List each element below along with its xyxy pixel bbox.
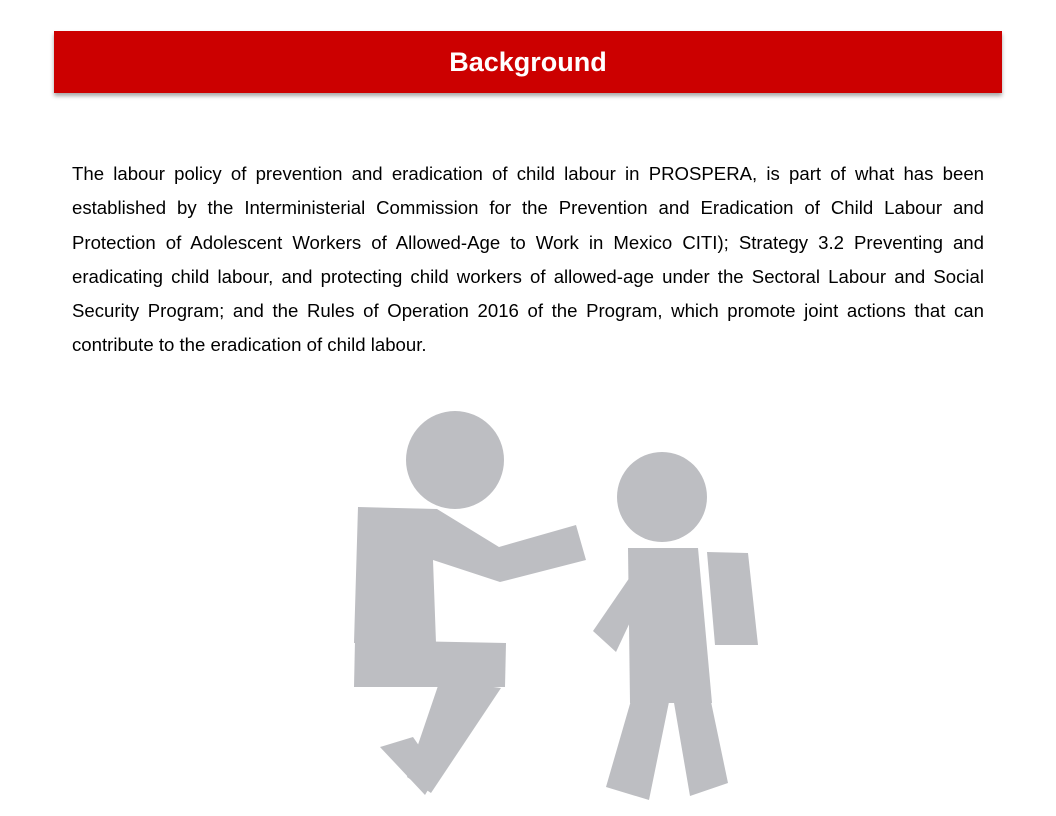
child-torso <box>628 548 712 703</box>
child-head <box>617 452 707 542</box>
adult-thigh <box>354 640 506 687</box>
child-backpack <box>707 552 758 645</box>
body-paragraph: The labour policy of prevention and eradication of child labour in PROSPERA, is part of what has been established by the Interministerial Commission for the Prevention and Eradication of Child Labour and Protection of Adolescent Workers of Allowed-Age to Work in Mexico CITI); Strategy 3.2 Preventing and eradicating child labour, and protecting child workers of allowed-age under the Sectoral Labour and Social Security Program; and the Rules of Operation 2016 of the Program, which promote joint actions that can contribute to the eradication of child labour. <box>72 163 984 356</box>
adult-torso-arm <box>354 507 586 643</box>
adult-head <box>406 411 504 509</box>
adult-and-child-icon <box>340 405 780 816</box>
title-banner <box>54 31 1002 93</box>
pictogram-shapes <box>354 411 758 800</box>
page-title: Background <box>449 46 607 77</box>
pictogram-svg <box>340 405 780 816</box>
child-right-leg <box>673 697 728 796</box>
child-left-leg <box>606 697 670 800</box>
